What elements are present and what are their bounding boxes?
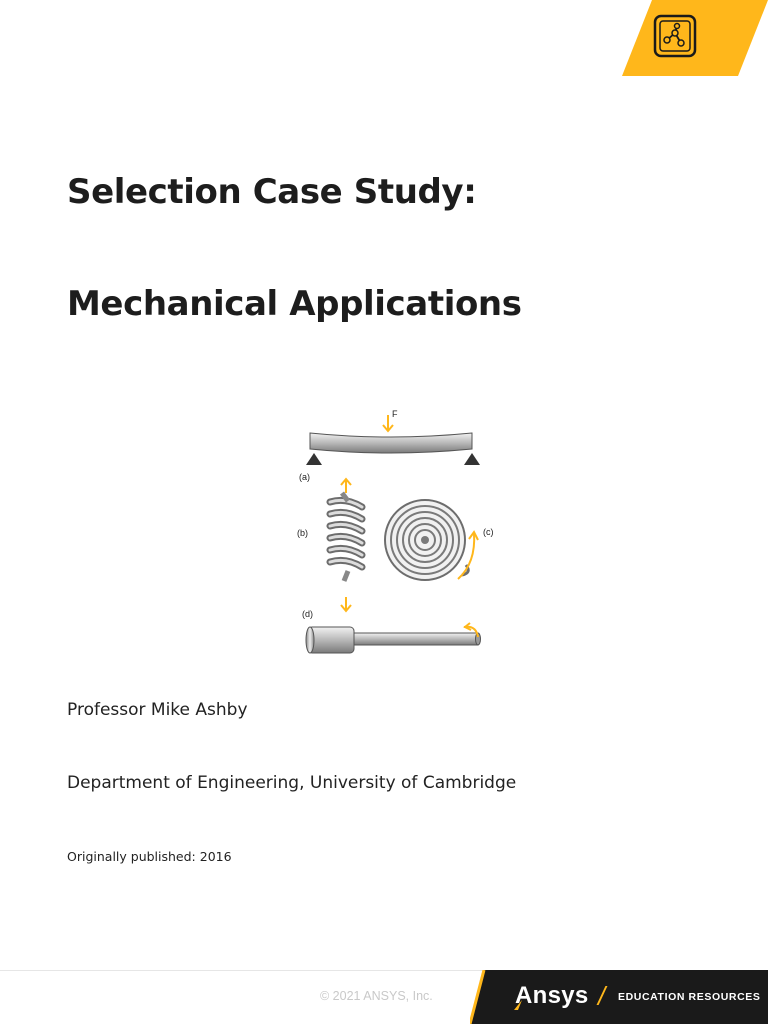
title-line-2: Mechanical Applications [67, 284, 522, 324]
network-nodes-icon [622, 0, 768, 76]
label-d: (d) [302, 609, 313, 619]
publication-date: Originally published: 2016 [67, 849, 232, 864]
spiral-spring-diagram [385, 500, 494, 580]
force-label: F [392, 409, 398, 419]
torsion-bar-diagram [302, 609, 481, 653]
ansys-logo[interactable]: Ansys [515, 982, 589, 1009]
footer [0, 970, 768, 1024]
beam-diagram [299, 409, 480, 482]
label-c: (c) [483, 527, 494, 537]
title-line-1: Selection Case Study: [67, 172, 477, 212]
footer-divider [0, 970, 520, 971]
support-right-icon [464, 453, 480, 465]
coil-spring-diagram [297, 479, 362, 611]
department: Department of Engineering, University of Cambridge [67, 773, 517, 793]
education-resources-label[interactable]: EDUCATION RESOURCES [618, 991, 761, 1003]
author: Professor Mike Ashby [67, 700, 248, 720]
label-b: (b) [297, 528, 308, 538]
brand-separator: / [598, 981, 606, 1011]
label-a: (a) [299, 472, 310, 482]
copyright: © 2021 ANSYS, Inc. [320, 989, 433, 1003]
mechanical-springs-figure [290, 405, 500, 670]
support-left-icon [306, 453, 322, 465]
